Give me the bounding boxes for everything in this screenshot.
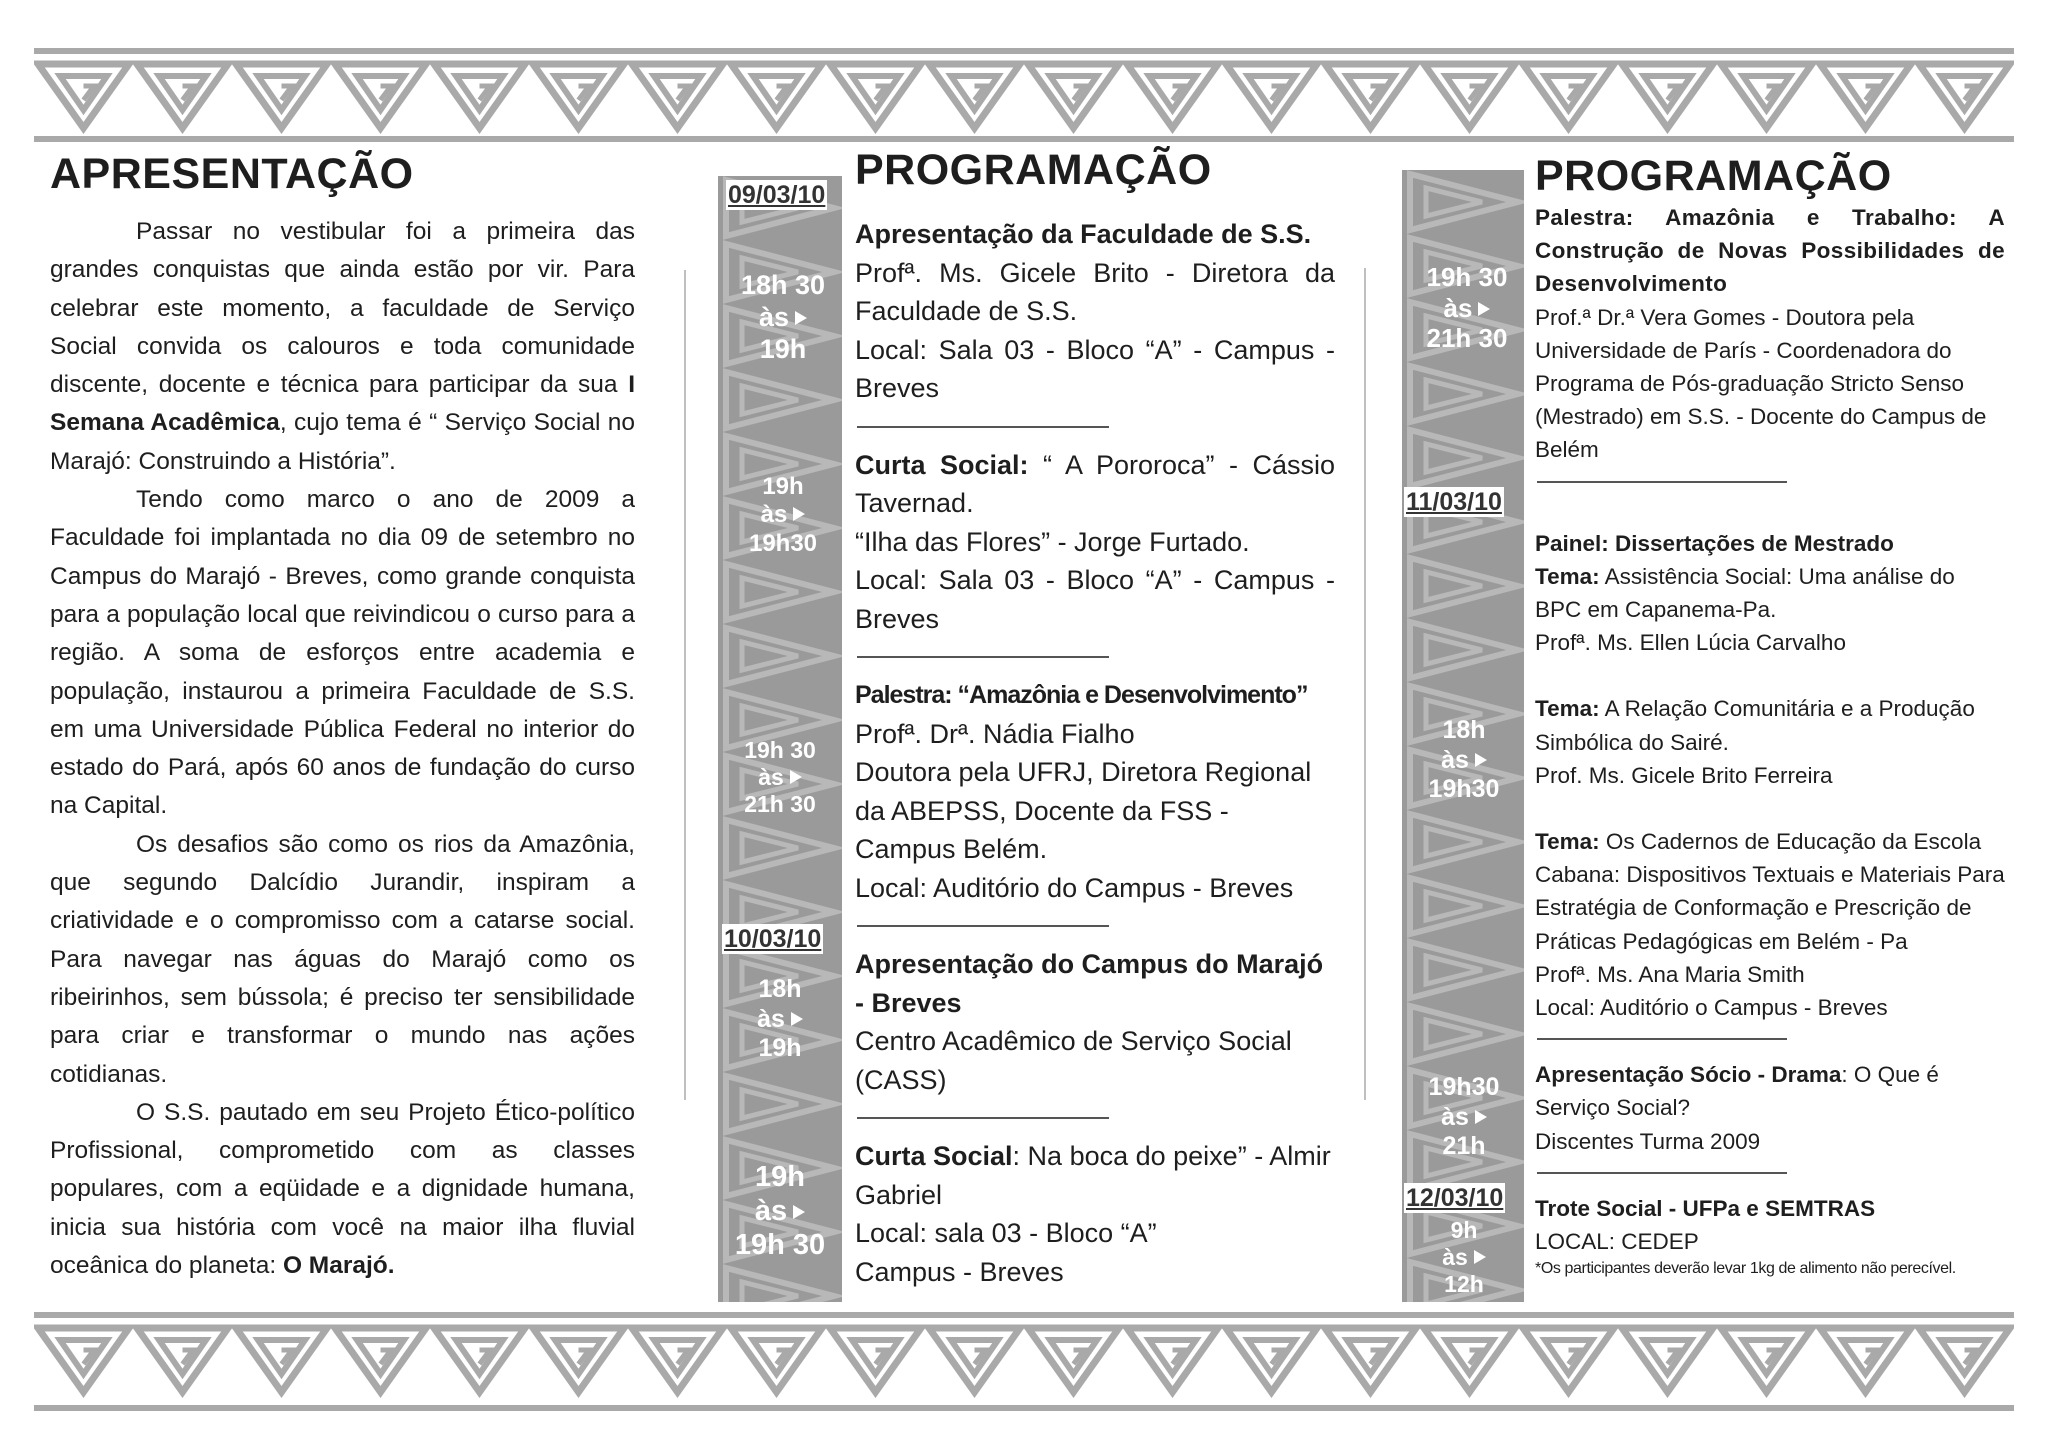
p1-bold: I Semana Acadêmica <box>50 371 635 437</box>
event-c3-2-t2 <box>1535 692 2005 758</box>
time-end: 19h30 <box>748 529 818 557</box>
p4-text: O S.S. pautado em seu Projeto Ético-político Profissional, comprometido com as classes populares, com a eqüidade e a dignidade humana, inicia sua história com você na maior ilha fluvial oceânica do planeta: <box>50 1098 635 1280</box>
time-as: às <box>1442 1244 1468 1271</box>
arrow-right-icon <box>793 1205 805 1219</box>
event-c3-2-a1: Profª. Ms. Ellen Lúcia Carvalho <box>1535 630 1846 656</box>
time-as: às <box>758 764 784 791</box>
event-1-body: Profª. Ms. Gicele Brito - Diretora da Faculdade de S.S. <box>855 257 1335 326</box>
separator <box>1537 481 1787 483</box>
arrow-right-icon <box>1474 1250 1486 1264</box>
event-c3-3 <box>1535 1058 2005 1158</box>
time-end: 21h 30 <box>744 791 816 818</box>
time-as: às <box>760 501 788 529</box>
time-slot-5 <box>718 1160 842 1263</box>
event-5-line1 <box>855 1137 1335 1214</box>
event-3-l2: Doutora pela UFRJ, Diretora Regional da ABEPSS, Docente da FSS - Campus Belém. <box>855 757 1312 864</box>
tema-2: A Relação Comunitária e a Produção Simbólica do Sairé. <box>1535 696 1975 755</box>
time-as: às <box>1441 745 1469 774</box>
arrow-right-icon <box>1475 1110 1487 1124</box>
time-start: 18h 30 <box>740 270 826 300</box>
event-c3-4-note: *Os participantes deverão levar 1kg de alimento não perecível. <box>1535 1260 1956 1278</box>
time-as: às <box>757 1004 785 1033</box>
pattern-band-bottom <box>34 1322 2014 1398</box>
time-end: 19h 30 <box>734 1229 826 1262</box>
event-2-head: Curta Social: <box>855 449 1029 480</box>
time-end: 21h 30 <box>1426 323 1508 354</box>
apresentacao-column <box>50 150 635 1285</box>
top-rule-upper <box>34 48 2014 54</box>
top-rule-lower <box>34 136 2014 142</box>
time-end: 12h <box>1444 1271 1484 1298</box>
tema-1: Assistência Social: Uma análise do BPC em Capanema-Pa. <box>1535 563 1955 623</box>
arrow-right-icon <box>790 770 802 784</box>
time-slot-c3-3 <box>1402 1073 1526 1162</box>
event-c3-2-a2: Prof. Ms. Gicele Brito Ferreira <box>1535 762 1833 788</box>
event-c3-2 <box>1535 527 2005 1025</box>
separator <box>1537 1172 1787 1174</box>
programacao-column-1 <box>855 146 1335 1291</box>
time-sep <box>1402 293 1532 324</box>
event-c3-3-line1 <box>1535 1058 2005 1124</box>
event-c3-4-local: LOCAL: CEDEP <box>1535 1229 1699 1255</box>
programacao-title-2: PROGRAMAÇÃO <box>1535 152 1892 200</box>
paragraph-1 <box>50 213 635 481</box>
event-4-head: Apresentação do Campus do Marajó - Breves <box>855 949 1324 1018</box>
time-end: 21h <box>1442 1132 1486 1160</box>
event-2-body: “ A Pororoca” - Cássio Tavernad. <box>855 449 1335 518</box>
event-c3-1-body: Prof.ª Dr.ª Vera Gomes - Doutora pela Universidade de París - Coordenadora do Programa de Pós-graduação Stricto Senso (Mestrado) em S.S. - Docente do Campus de Belém <box>1535 304 1987 463</box>
time-end: 19h <box>758 1034 802 1062</box>
event-3-head: Palestra: “Amazônia e Desenvolvimento” <box>855 681 1308 709</box>
time-start: 19h 30 <box>744 737 816 763</box>
time-sep <box>718 1194 842 1228</box>
event-5-local: Local: sala 03 - Bloco “A” <box>855 1218 1157 1248</box>
time-end: 19h <box>759 333 807 364</box>
event-c3-2-t1 <box>1535 560 2005 626</box>
event-1-local: Local: Sala 03 - Bloco “A” - Campus - Breves <box>855 334 1335 403</box>
tema-label: Tema: <box>1535 696 1600 722</box>
bottom-rule-upper <box>34 1312 2014 1318</box>
pattern-band-top <box>34 58 2014 134</box>
arrow-right-icon <box>1478 302 1490 316</box>
divider-2 <box>1364 268 1366 1100</box>
separator <box>857 925 1109 927</box>
separator <box>857 656 1109 658</box>
event-5-head: Curta Social <box>855 1141 1013 1171</box>
bottom-greek-key-band <box>34 1322 2014 1398</box>
event-c3-3-line2: Discentes Turma 2009 <box>1535 1128 1761 1154</box>
p1-text: Passar no vestibular foi a primeira das grandes conquistas que ainda estão por vir. Para celebrar este momento, a faculdade de Serviço Social convida os calouros e toda comunidade discente, docente e técnica para participar da sua <box>50 218 635 399</box>
arrow-right-icon <box>1475 753 1487 767</box>
time-slot-c3-4 <box>1402 1217 1526 1298</box>
arrow-right-icon <box>793 507 805 521</box>
programacao-column-2 <box>1535 150 2005 1280</box>
time-start: 9h <box>1450 1217 1478 1243</box>
event-3-l1: Profª. Drª. Nádia Fialho <box>855 718 1135 749</box>
event-5 <box>855 1137 1335 1291</box>
time-sep <box>718 501 848 529</box>
time-start: 19h 30 <box>1426 262 1508 292</box>
event-4 <box>855 945 1335 1099</box>
event-5-local2: Campus - Breves <box>855 1256 1064 1287</box>
paragraph-3: Os desafios são como os rios da Amazônia, que segundo Dalcídio Jurandir, inspiram a criatividade e o compromisso com a catarse social. Para navegar nas águas do Marajó como os ribeirinhos, sem bússola; é preciso ter sensibilidade para criar e transformar o mundo nas ações cotidianas. <box>50 830 635 1088</box>
separator <box>857 426 1109 428</box>
top-greek-key-band <box>34 58 2014 134</box>
time-start: 19h30 <box>1428 1073 1500 1101</box>
tema-label: Tema: <box>1535 563 1600 589</box>
time-slot-3 <box>718 737 842 818</box>
time-slot-c3-1 <box>1402 262 1532 354</box>
p4-bold: O Marajó. <box>282 1252 395 1280</box>
apresentacao-title: APRESENTAÇÃO <box>50 150 414 198</box>
event-c3-2-t3 <box>1535 825 2005 958</box>
event-2 <box>855 446 1335 639</box>
event-c3-4-head: Trote Social - UFPa e SEMTRAS <box>1535 1195 1876 1221</box>
time-end: 19h30 <box>1428 775 1500 803</box>
time-sep <box>718 1005 842 1035</box>
date-label-1103: 11/03/10 <box>1406 488 1502 516</box>
arrow-right-icon <box>795 311 807 325</box>
date-label-1003: 10/03/10 <box>724 925 822 953</box>
paragraph-4 <box>50 1094 635 1285</box>
event-c3-2-local: Local: Auditório o Campus - Breves <box>1535 995 1888 1021</box>
arrow-right-icon <box>791 1012 803 1026</box>
time-sep <box>1402 1244 1526 1271</box>
p1-end: , cujo tema é “ Serviço Social no Marajó: Construindo a História”. <box>50 409 636 475</box>
event-c3-1 <box>1535 201 2005 467</box>
time-slot-1 <box>718 270 848 366</box>
time-sep <box>1402 1103 1526 1133</box>
time-start: 19h <box>755 1161 805 1193</box>
time-start: 19h <box>762 473 804 500</box>
separator <box>857 1117 1109 1119</box>
event-5-body: : Na boca do peixe” - Almir Gabriel <box>855 1141 1331 1210</box>
tema-3: Os Cadernos de Educação da Escola Cabana: Dispositivos Textuais e Materiais Para Estratégia de Conformação e Prescrição de Práticas Pedagógicas em Belém - Pa <box>1535 829 2005 954</box>
time-as: às <box>1443 292 1473 323</box>
programacao-title-1: PROGRAMAÇÃO <box>855 146 1212 194</box>
event-1-head: Apresentação da Faculdade de S.S. <box>855 219 1312 249</box>
time-start: 18h <box>758 975 802 1003</box>
separator <box>1537 1038 1787 1040</box>
event-c3-2-head: Painel: Dissertações de Mestrado <box>1535 530 1894 556</box>
paragraph-2: Tendo como marco o ano de 2009 a Faculdade foi implantada no dia 09 de setembro no Campus do Marajó - Breves, como grande conquista para a população local que reivindicou o curso para a região. A soma de esforços entre academia e população, instaurou a primeira Faculdade de S.S. em uma Universidade Pública Federal no interior do estado do Pará, após 60 anos de fundação do curso na Capital. <box>50 486 635 820</box>
time-slot-4 <box>718 975 842 1064</box>
time-sep <box>1402 746 1526 776</box>
event-c3-3-head: Apresentação Sócio - Drama <box>1535 1062 1842 1088</box>
time-as: às <box>754 1195 788 1228</box>
time-slot-2 <box>718 473 848 558</box>
event-c3-2-a3: Profª. Ms. Ana Maria Smith <box>1535 961 1805 987</box>
event-2-line1 <box>855 446 1335 523</box>
time-as: às <box>1441 1102 1469 1131</box>
event-2-local: Local: Sala 03 - Bloco “A” - Campus - Breves <box>855 565 1335 634</box>
date-label-1203: 12/03/10 <box>1406 1184 1504 1212</box>
event-1 <box>855 215 1335 408</box>
event-4-body: Centro Acadêmico de Serviço Social (CASS) <box>855 1026 1292 1095</box>
divider-1 <box>684 270 686 1100</box>
event-c3-3-body: : O Que é Serviço Social? <box>1535 1062 1939 1121</box>
time-start: 18h <box>1442 716 1486 744</box>
event-c3-4 <box>1535 1192 2005 1280</box>
event-c3-1-head: Palestra: Amazônia e Trabalho: A Construção de Novas Possibilidades de Desenvolvimento <box>1535 205 2005 297</box>
tema-label: Tema: <box>1535 829 1600 855</box>
event-2-line2: “Ilha das Flores” - Jorge Furtado. <box>855 526 1250 557</box>
event-3 <box>855 676 1335 907</box>
time-sep <box>718 764 842 791</box>
time-as: às <box>758 301 790 332</box>
event-3-local: Local: Auditório do Campus - Breves <box>855 872 1294 903</box>
time-sep <box>718 302 848 334</box>
date-label-0903: 09/03/10 <box>728 181 826 209</box>
bottom-rule-lower <box>34 1405 2014 1411</box>
time-slot-c3-2 <box>1402 716 1526 805</box>
